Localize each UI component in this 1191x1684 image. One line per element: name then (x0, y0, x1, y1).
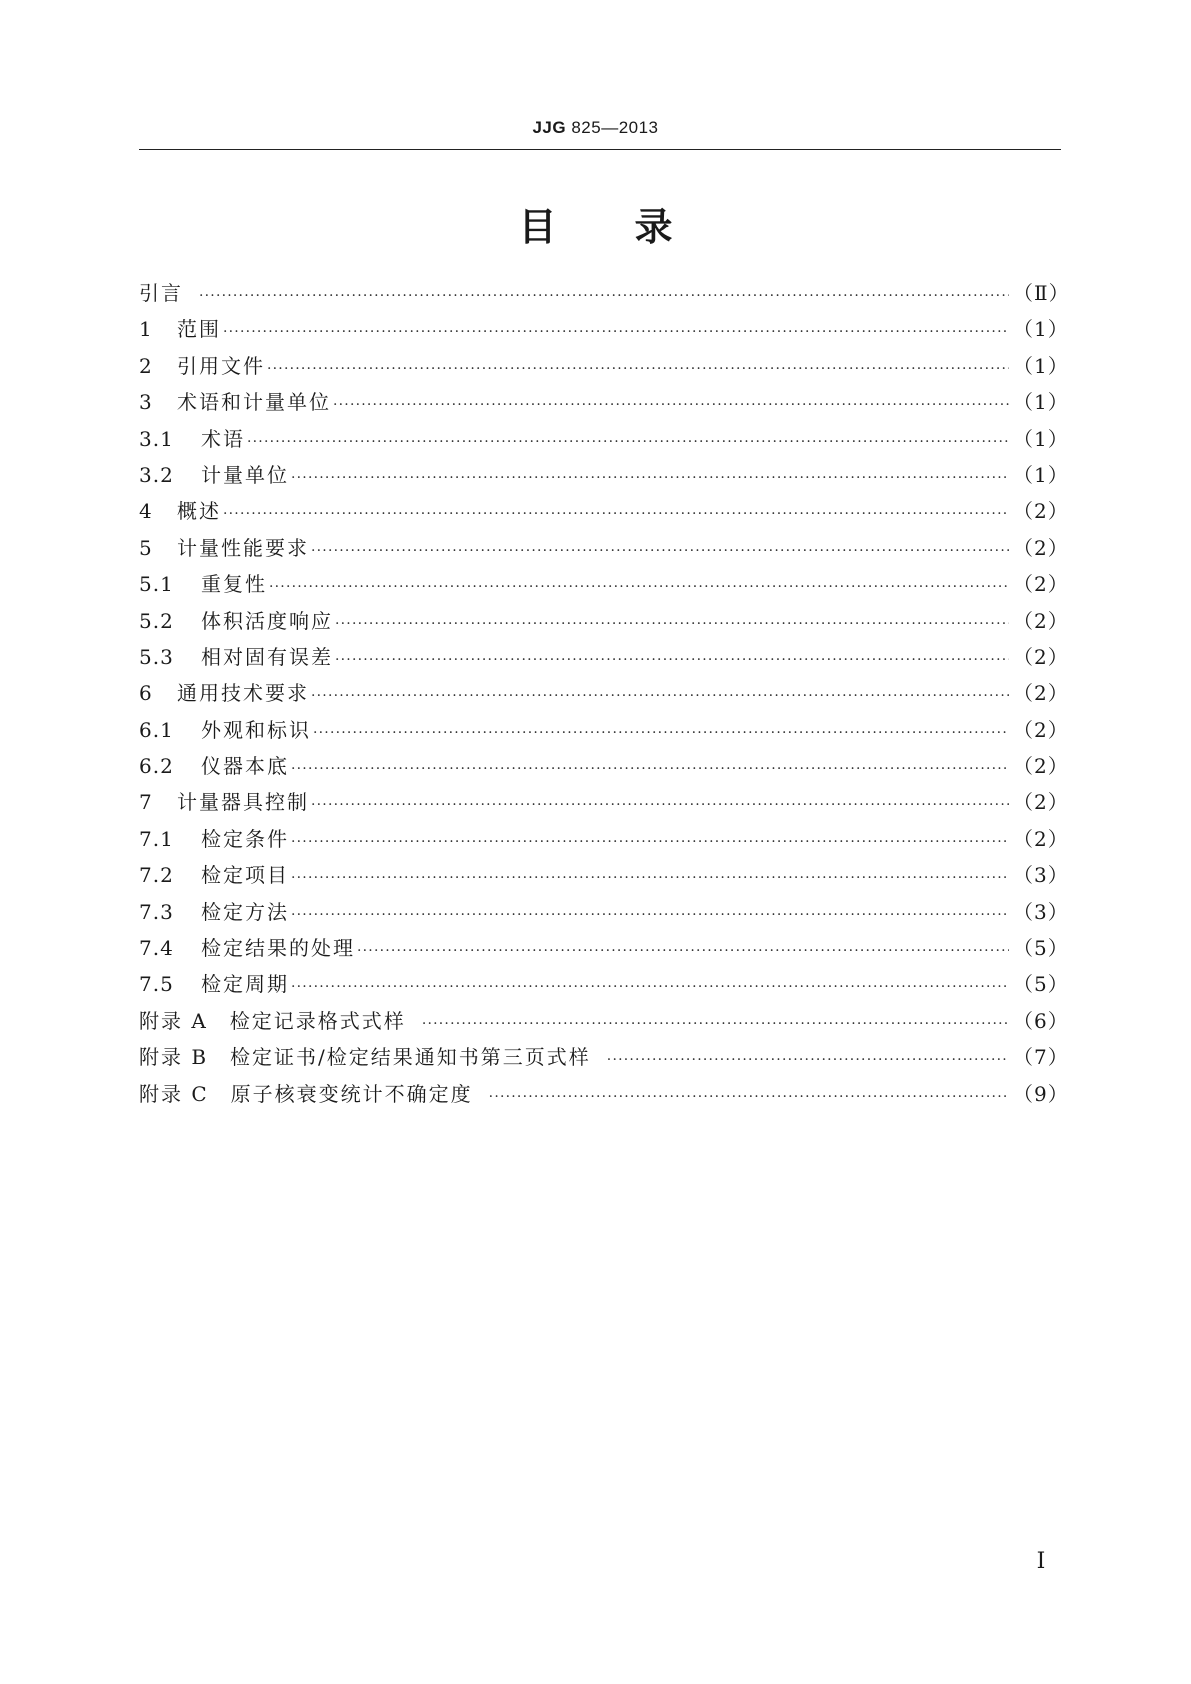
toc-entry-page: （9） (1013, 1081, 1069, 1106)
toc-entry[interactable] (139, 896, 1069, 932)
toc-entry-label: 相对固有误差 (201, 644, 333, 669)
toc-entry-number: 7.5 (139, 972, 174, 997)
toc-dot-leader (311, 797, 1009, 813)
toc-entry-page: （2） (1013, 826, 1069, 851)
toc-dot-leader (223, 324, 1009, 340)
toc-dot-leader (291, 470, 1009, 486)
toc-entry[interactable] (139, 532, 1069, 568)
toc-entry[interactable] (139, 968, 1069, 1004)
toc-entry[interactable] (139, 641, 1069, 677)
toc-dot-leader (313, 725, 1009, 741)
toc-dot-leader (291, 834, 1009, 850)
toc-entry-page: （1） (1013, 390, 1069, 415)
toc-entry-number: 6.1 (139, 717, 174, 742)
toc-entry[interactable] (139, 350, 1069, 386)
toc-entry-label: 附录 B 检定证书/检定结果通知书第三页式样 (139, 1045, 591, 1070)
toc-entry-number: 5 (139, 535, 153, 560)
toc-entry-page: （3） (1013, 899, 1069, 924)
toc-entry[interactable] (139, 677, 1069, 713)
toc-entry-label: 计量器具控制 (177, 790, 309, 815)
document-code-prefix: JJG (532, 118, 567, 137)
toc-entry-page: （2） (1013, 644, 1069, 669)
toc-entry[interactable] (139, 386, 1069, 422)
toc-entry-label: 重复性 (201, 572, 267, 597)
toc-entry-label: 术语 (201, 426, 245, 451)
toc-entry-label: 外观和标识 (201, 717, 311, 742)
toc-entry-page: （3） (1013, 863, 1069, 888)
toc-entry[interactable] (139, 1041, 1069, 1077)
toc-dot-leader (199, 288, 1009, 304)
toc-dot-leader (223, 506, 1009, 522)
toc-dot-leader (311, 543, 1009, 559)
toc-entry-page: （2） (1013, 717, 1069, 742)
toc-entry-number: 7.2 (139, 863, 174, 888)
toc-entry[interactable] (139, 823, 1069, 859)
toc-entry-number: 4 (139, 499, 153, 524)
toc-entry[interactable] (139, 277, 1070, 313)
toc-entry[interactable] (139, 495, 1069, 531)
toc-entry-page: （1） (1013, 353, 1069, 378)
toc-dot-leader (291, 979, 1009, 995)
document-code-number: 825—2013 (566, 118, 659, 137)
toc-dot-leader (291, 907, 1009, 923)
toc-dot-leader (489, 1089, 1009, 1105)
toc-dot-leader (335, 616, 1009, 632)
toc-entry-page: （2） (1013, 535, 1069, 560)
toc-entry-page: （2） (1013, 499, 1069, 524)
table-of-contents (139, 277, 1070, 1114)
toc-entry-label: 范围 (177, 317, 221, 342)
toc-entry[interactable] (139, 605, 1069, 641)
page-number: Ⅰ (1036, 1549, 1046, 1574)
toc-entry-number: 5.2 (139, 608, 174, 633)
toc-entry-page: （Ⅱ） (1013, 281, 1070, 305)
toc-entry-number: 6.2 (139, 754, 174, 779)
toc-dot-leader (267, 361, 1009, 377)
toc-entry-label: 概述 (177, 499, 221, 524)
toc-dot-leader (335, 652, 1009, 668)
toc-entry-number: 7.1 (139, 826, 174, 851)
toc-entry-number: 5.3 (139, 644, 174, 669)
toc-entry-page: （2） (1013, 608, 1069, 633)
toc-dot-leader (247, 434, 1009, 450)
toc-entry-label: 计量性能要求 (177, 535, 309, 560)
toc-entry-page: （1） (1013, 462, 1069, 487)
toc-entry-page: （6） (1013, 1008, 1069, 1033)
toc-entry-label: 附录 A 检定记录格式式样 (139, 1008, 406, 1033)
page-title: 目录 (518, 205, 751, 249)
toc-entry-label: 检定周期 (201, 972, 289, 997)
toc-entry-page: （2） (1013, 681, 1069, 706)
toc-entry-label: 检定结果的处理 (201, 936, 355, 961)
toc-entry[interactable] (139, 1078, 1069, 1114)
toc-dot-leader (311, 688, 1009, 704)
toc-entry-page: （1） (1013, 426, 1069, 451)
toc-entry-page: （2） (1013, 754, 1069, 779)
toc-entry-number: 2 (139, 353, 153, 378)
toc-entry-number: 6 (139, 681, 153, 706)
toc-entry-label: 引言 (139, 281, 183, 305)
toc-dot-leader (357, 943, 1009, 959)
toc-entry-page: （5） (1013, 936, 1069, 961)
toc-entry-label: 检定项目 (201, 863, 289, 888)
toc-entry[interactable] (139, 459, 1069, 495)
toc-dot-leader (291, 761, 1009, 777)
toc-entry-label: 引用文件 (177, 353, 265, 378)
toc-entry-page: （1） (1013, 317, 1069, 342)
toc-entry-number: 1 (139, 317, 153, 342)
toc-entry-number: 7 (139, 790, 153, 815)
toc-entry-label: 计量单位 (201, 462, 289, 487)
toc-entry[interactable] (139, 750, 1069, 786)
toc-dot-leader (269, 579, 1009, 595)
toc-entry[interactable] (139, 859, 1069, 895)
toc-entry-page: （5） (1013, 972, 1069, 997)
toc-entry-label: 检定方法 (201, 899, 289, 924)
header-rule (139, 149, 1061, 150)
toc-dot-leader (422, 1016, 1009, 1032)
toc-entry-page: （2） (1013, 790, 1069, 815)
toc-entry-page: （7） (1013, 1045, 1069, 1070)
toc-entry[interactable] (139, 313, 1069, 349)
toc-entry-number: 7.3 (139, 899, 174, 924)
toc-entry-label: 术语和计量单位 (177, 390, 331, 415)
toc-entry-label: 检定条件 (201, 826, 289, 851)
toc-dot-leader (291, 870, 1009, 886)
toc-entry[interactable] (139, 786, 1069, 822)
toc-entry-number: 5.1 (139, 572, 174, 597)
toc-entry-page: （2） (1013, 572, 1069, 597)
toc-entry[interactable] (139, 714, 1069, 750)
toc-entry-label: 附录 C 原子核衰变统计不确定度 (139, 1081, 473, 1106)
toc-entry-label: 仪器本底 (201, 754, 289, 779)
toc-entry[interactable] (139, 423, 1069, 459)
toc-entry-number: 3.1 (139, 426, 174, 451)
toc-entry[interactable] (139, 568, 1069, 604)
toc-entry-number: 3.2 (139, 462, 174, 487)
toc-entry-number: 3 (139, 390, 153, 415)
document-code-header (0, 118, 1191, 138)
toc-entry-label: 通用技术要求 (177, 681, 309, 706)
toc-entry-label: 体积活度响应 (201, 608, 333, 633)
toc-entry-number: 7.4 (139, 936, 174, 961)
toc-entry[interactable] (139, 932, 1069, 968)
toc-dot-leader (333, 397, 1009, 413)
toc-dot-leader (607, 1052, 1009, 1068)
toc-entry[interactable] (139, 1005, 1069, 1041)
